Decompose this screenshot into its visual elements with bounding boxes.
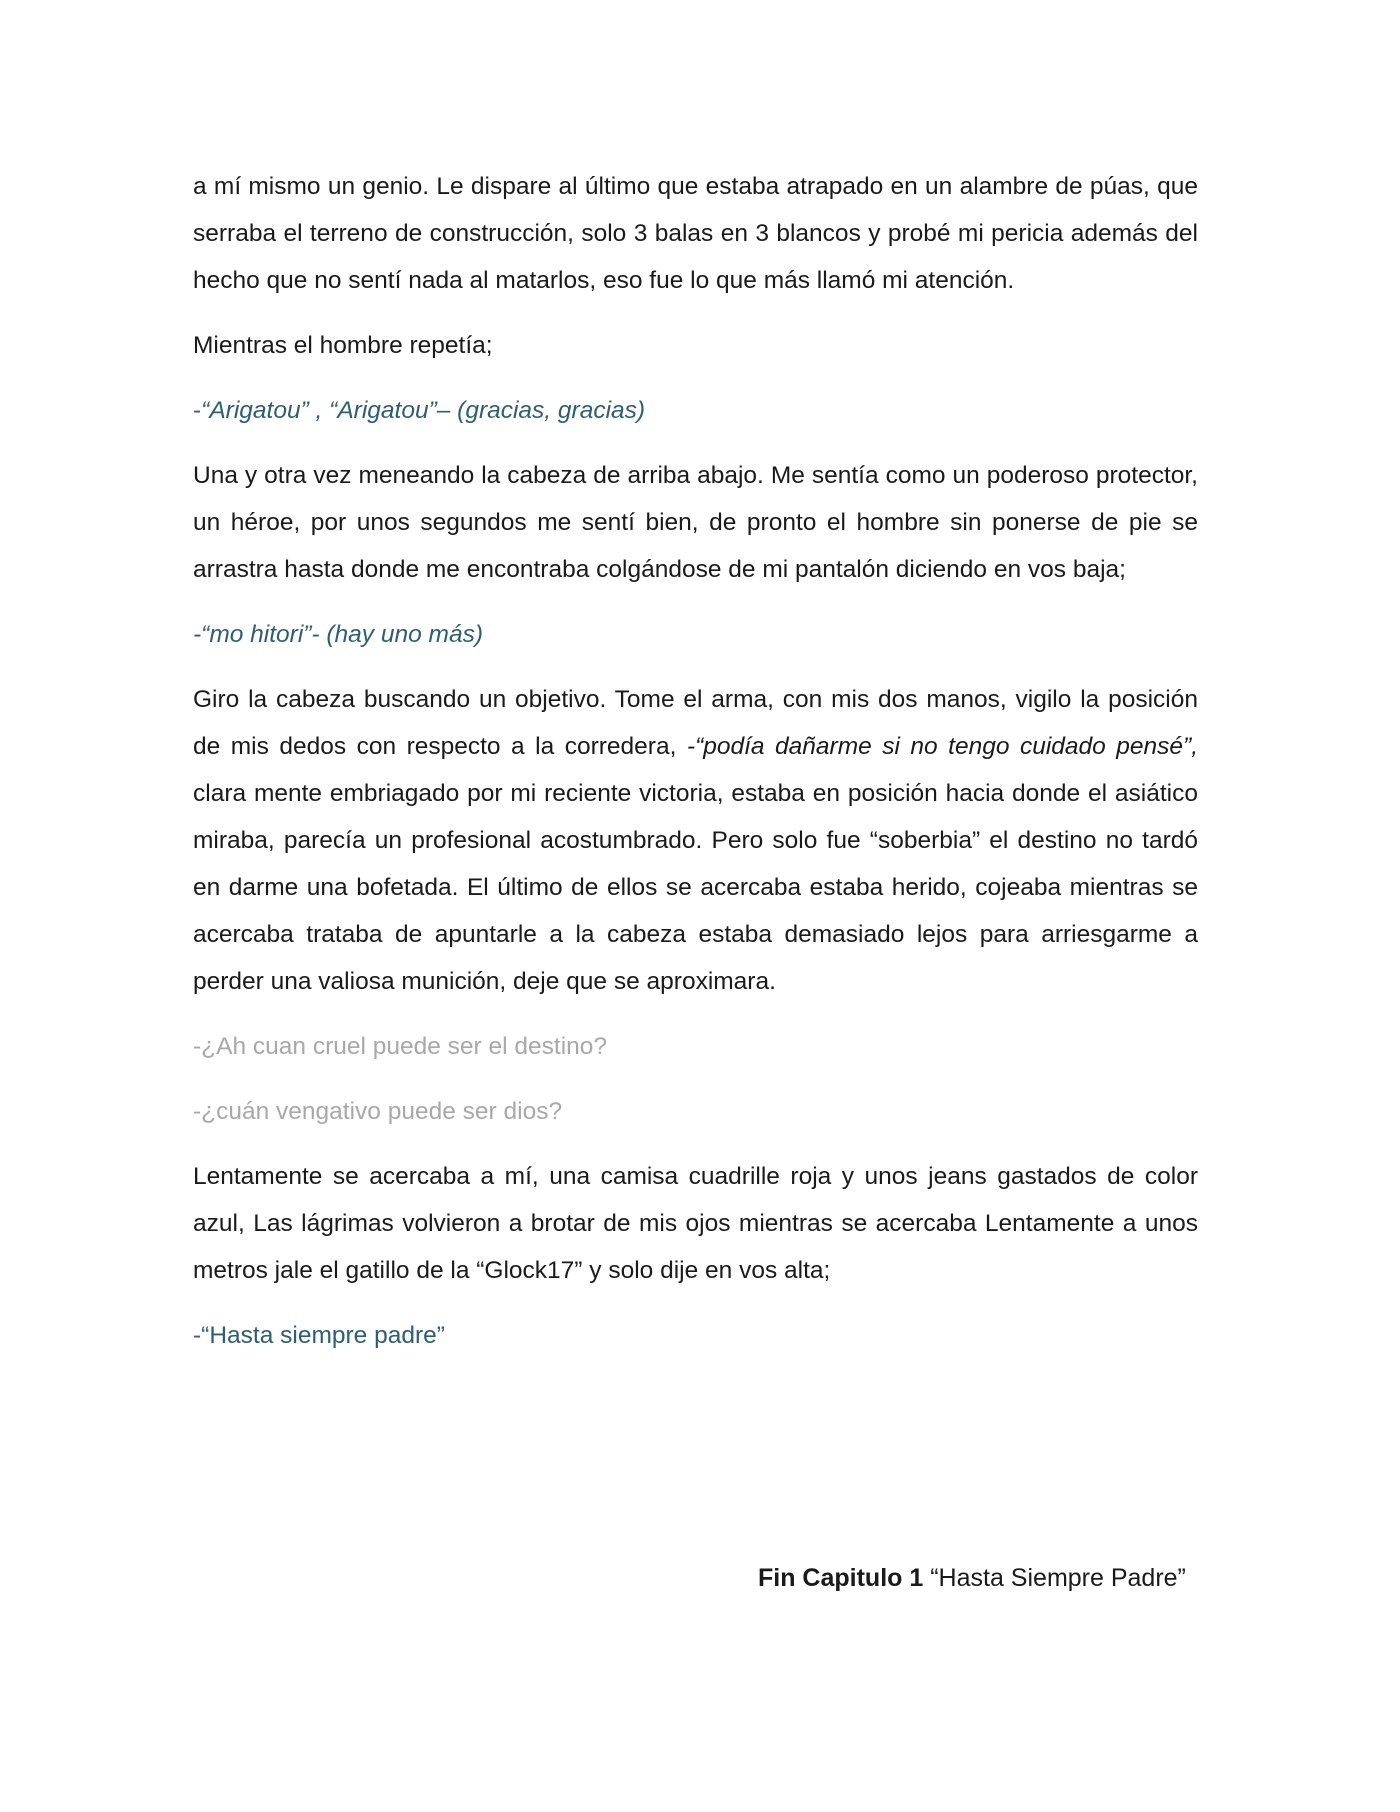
dialog-mo-hitori: -“mo hitori”- (hay uno más) — [193, 621, 483, 648]
paragraph-lentamente: Lentamente se acercaba a mí, una camisa cuadrille roja y unos jeans gastados de color azul, Las lágrimas volvieron a brotar de mis ojos mientras se acercaba Lentamente a unos metros jale el gatillo de la “Glock17” y solo dije en vos alta; — [193, 1163, 1198, 1284]
document-body — [193, 163, 1198, 1377]
dialog-dash-final: - — [193, 1322, 202, 1349]
paragraph-repetia: Mientras el hombre repetía; — [193, 332, 493, 359]
paragraph-giro-start: Giro la cabeza buscando un objetivo. Tome el arma, con mis dos manos, vigilo la posición de mis dedos con respecto a la corredera, — [193, 686, 1198, 760]
chapter-end — [758, 1558, 1186, 1598]
paragraph-giro-cabeza — [193, 676, 1198, 1005]
dialog-dash: - — [193, 397, 202, 424]
chapter-end-label: Fin Capitulo 1 — [758, 1564, 924, 1592]
dialog-arigatou — [193, 387, 1198, 434]
chapter-end-title: “Hasta Siempre Padre” — [923, 1564, 1186, 1592]
question-destino: -¿Ah cuan cruel puede ser el destino? — [193, 1033, 608, 1060]
dialog-hasta-siempre-text: “Hasta siempre padre” — [201, 1322, 445, 1349]
dialog-arigatou-text: “Arigatou” , “Arigatou”– (gracias, gracias) — [201, 397, 646, 424]
paragraph-giro-italic: -“podía dañarme si no tengo cuidado pensé”, — [686, 733, 1198, 760]
paragraph-giro-end: clara mente embriagado por mi reciente victoria, estaba en posición hacia donde el asiático miraba, parecía un profesional acostumbrado. Pero solo fue “soberbia” el destino no tardó en darme una bofetada. El último de ellos se acercaba estaba herido, cojeaba mientras se acercaba trataba de apuntarle a la cabeza estaba demasiado lejos para arriesgarme a perder una valiosa munición, deje que se aproximara. — [193, 780, 1198, 995]
paragraph-meneando: Una y otra vez meneando la cabeza de arriba abajo. Me sentía como un poderoso protector, un héroe, por unos segundos me sentí bien, de pronto el hombre sin ponerse de pie se arrastra hasta donde me encontraba colgándose de mi pantalón diciendo en vos baja; — [193, 462, 1198, 583]
paragraph-genio: a mí mismo un genio. Le dispare al último que estaba atrapado en un alambre de púas, que serraba el terreno de construcción, solo 3 balas en 3 blancos y probé mi pericia además del hecho que no sentí nada al matarlos, eso fue lo que más llamó mi atención. — [193, 173, 1198, 294]
question-dios: -¿cuán vengativo puede ser dios? — [193, 1098, 563, 1125]
dialog-hasta-siempre — [193, 1312, 1198, 1359]
